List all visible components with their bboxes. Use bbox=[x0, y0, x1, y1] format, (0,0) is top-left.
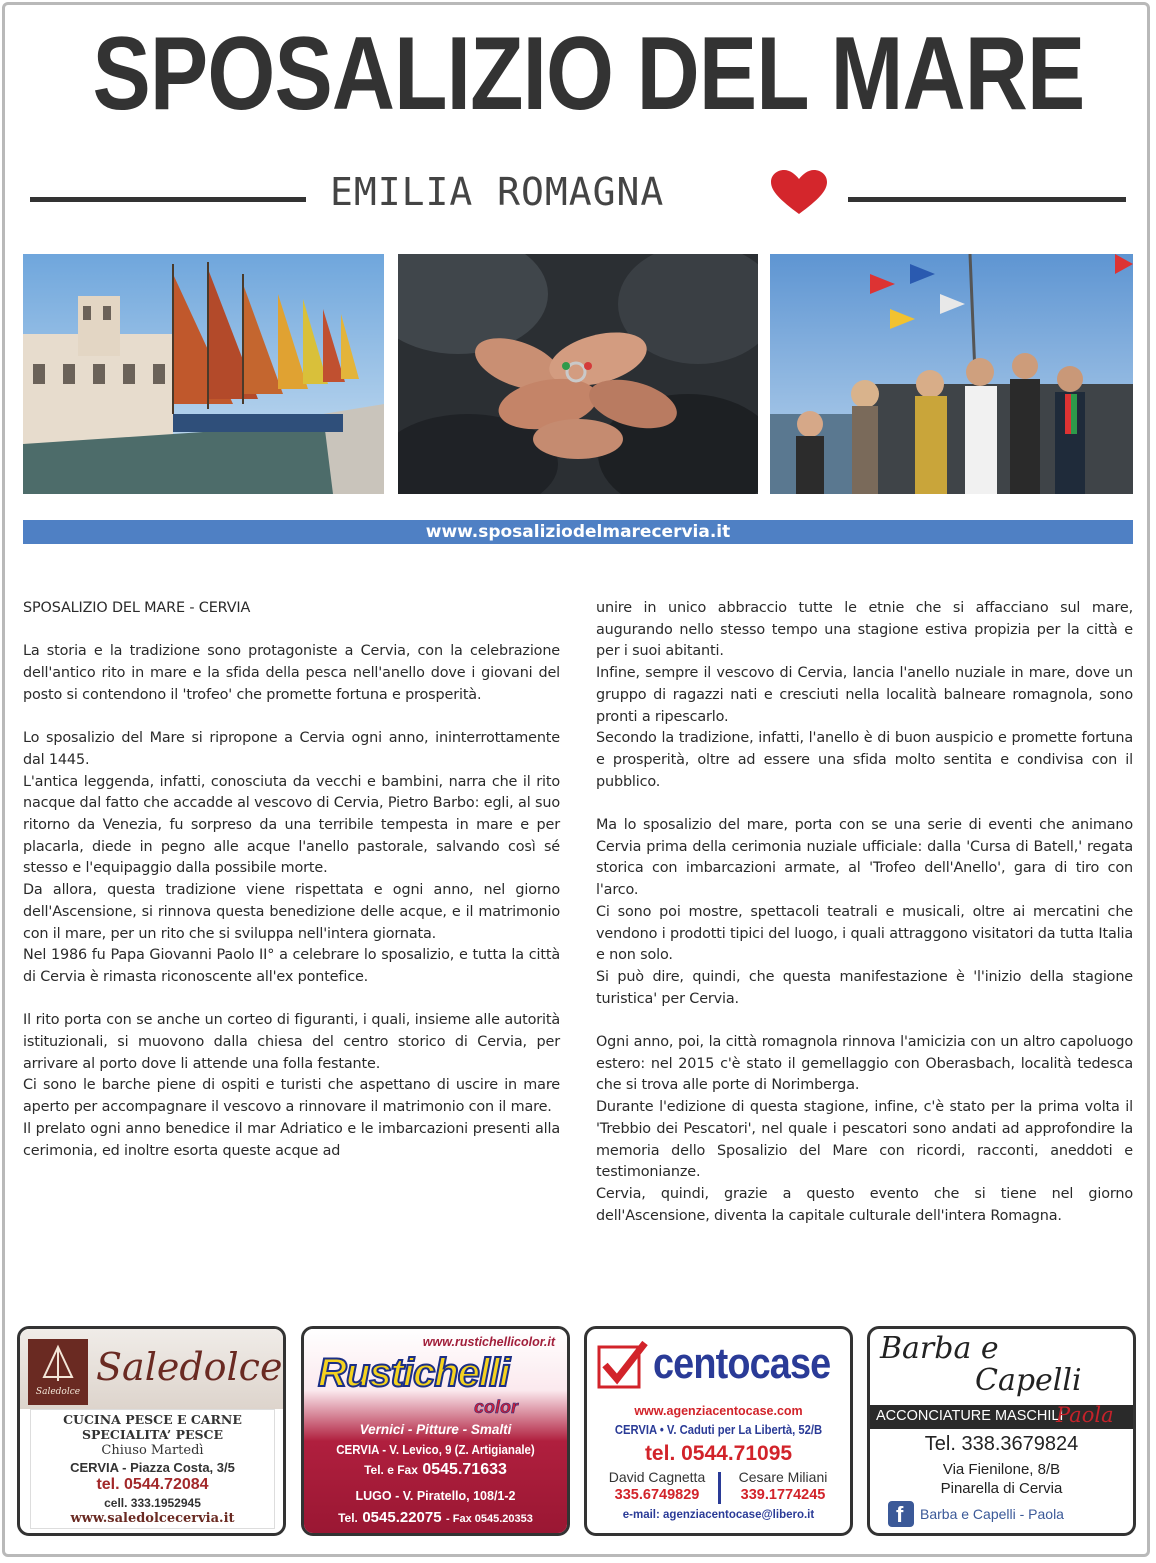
website-link[interactable]: www.sposaliziodelmarecervia.it bbox=[23, 520, 1133, 544]
ad-saledolce[interactable] bbox=[17, 1326, 286, 1536]
saledolce-cell: cell. 333.1952945 bbox=[104, 1496, 201, 1510]
paragraph-gap bbox=[23, 989, 560, 1011]
barba-service-bar bbox=[870, 1405, 1133, 1429]
rustichelli-brand-sub: color bbox=[474, 1397, 519, 1417]
centocase-agent1-phone: 335.6749829 bbox=[614, 1487, 700, 1503]
rustichelli-phone2: 0545.22075 bbox=[362, 1509, 442, 1526]
article-paragraph: Cervia, quindi, grazie a questo evento che si tiene nel giorno dell'Ascensione, diventa la capitale culturale dell'intera Romagna. bbox=[596, 1185, 1133, 1224]
rustichelli-tagline: Vernici - Pitture - Smalti bbox=[359, 1422, 512, 1437]
rustichelli-phone1-row bbox=[304, 1461, 567, 1479]
centocase-divider bbox=[718, 1472, 721, 1504]
rustichelli-phone1: 0545.71633 bbox=[422, 1461, 507, 1478]
article-paragraph: Si può dire, quindi, che questa manifestazione è 'l'inizio della stagione turistica' per Cervia. bbox=[596, 968, 1133, 1007]
centocase-email[interactable]: e-mail: agenziacentocase@libero.it bbox=[622, 1509, 815, 1521]
article-paragraph: Lo sposalizio del Mare si ripropone a Cervia ogni anno, ininterrottamente dal 1445. bbox=[23, 730, 560, 768]
barba-service: ACCONCIATURE MASCHILI bbox=[876, 1408, 1064, 1424]
ad-barba-capelli[interactable] bbox=[867, 1326, 1136, 1536]
article-paragraph: La storia e la tradizione sono protagoniste a Cervia, con la celebrazione dell'antico rito in mare e la sfida della pesca nell'anello dove i giovani del posto si contendono il 'trofeo' che promette fortuna e prosperità. bbox=[23, 643, 560, 703]
paragraph-gap bbox=[23, 707, 560, 729]
barba-brand-line2: Capelli bbox=[975, 1363, 1082, 1398]
article-paragraph: L'antica leggenda, infatti, conosciuta da vecchi e bambini, narra che il rito nacque dal fatto che accadde al vescovo di Cervia, Pietro Barbo: egli, al suo ritorno da Venezia, fu sorpreso da una terribile tempesta in mare e per placarla, diede in pegno alle acque l'anello pastorale, salvando così sé stesso e l'equipaggio dalla possibile morte. bbox=[23, 773, 560, 877]
article-paragraph: Ci sono poi mostre, spettacoli teatrali e musicali, oltre ai mercatini che vendono i prodotti tipici del luogo, i quali attraggono visitatori da tutta Italia e non solo. bbox=[596, 903, 1133, 964]
page-subtitle: EMILIA ROMAGNA bbox=[330, 170, 665, 214]
hands-holding-ring-photo bbox=[398, 254, 758, 494]
article-heading: SPOSALIZIO DEL MARE - CERVIA bbox=[23, 600, 251, 616]
article-paragraph: Da allora, questa tradizione viene rispettata e ogni anno, nel giorno dell'Ascensione, si rinnova questa benedizione delle acque, e il matrimonio con il mare, per un rito che si sviluppa nell'intera giornata. bbox=[23, 882, 560, 942]
checkmark-icon bbox=[597, 1339, 649, 1389]
centocase-phone: tel. 0544.71095 bbox=[644, 1442, 793, 1465]
saledolce-logo-caption: Saledolce bbox=[35, 1387, 81, 1397]
article-column-left bbox=[23, 598, 560, 1162]
article-paragraph: Ogni anno, poi, la città romagnola rinnova l'amicizia con un altro capoluogo estero: nel 2015 c'è stato il gemellaggio con Oberasbach, località tedesca che si trova alle porte di Norimberga. bbox=[596, 1034, 1133, 1094]
rustichelli-address1: CERVIA - V. Levico, 9 (Z. Artigianale) bbox=[336, 1443, 535, 1457]
subtitle-row bbox=[30, 170, 1126, 214]
rustichelli-brand: Rustichelli bbox=[318, 1351, 510, 1395]
barba-address2: Pinarella di Cervia bbox=[940, 1480, 1063, 1497]
paragraph-gap bbox=[23, 620, 560, 642]
barba-owner: Paola bbox=[1056, 1403, 1114, 1427]
saledolce-line1: CUCINA PESCE E CARNE bbox=[63, 1412, 242, 1427]
rustichelli-address2: LUGO - V. Piratello, 108/1-2 bbox=[355, 1489, 516, 1503]
article-paragraph: Ma lo sposalizio del mare, porta con se una serie di eventi che animano Cervia prima della cerimonia nuziale ufficiale: dalla 'Cursa di Batell,' regata storica con imbarcazioni armate, al 'Trofeo dell'Anello', gara di tiro con l'arco. bbox=[596, 817, 1133, 899]
subtitle-rule-left bbox=[30, 197, 306, 202]
rustichelli-phone2-row bbox=[304, 1509, 567, 1527]
paragraph-gap bbox=[596, 1010, 1133, 1032]
cervia-harbor-sailboats-photo bbox=[23, 254, 384, 494]
saledolce-closed: Chiuso Martedì bbox=[101, 1443, 204, 1458]
article-paragraph: Il rito porta con se anche un corteo di figuranti, i quali, insieme alle autorità istituzionali, si muovono dalla chiesa del centro storico di Cervia, per arrivare al porto dove li attende una folla festante. bbox=[23, 1012, 560, 1072]
barba-facebook-link[interactable]: Barba e Capelli - Paola bbox=[920, 1506, 1064, 1522]
saledolce-logo-icon bbox=[28, 1339, 88, 1405]
facebook-icon[interactable]: f bbox=[888, 1501, 914, 1527]
barba-address1: Via Fienilone, 8/B bbox=[942, 1461, 1061, 1478]
rustichelli-fax2: - Fax 0545.20353 bbox=[446, 1513, 533, 1525]
article-column-right bbox=[596, 598, 1133, 1227]
ad-centocase[interactable] bbox=[584, 1326, 853, 1536]
centocase-agent1-name: David Cagnetta bbox=[608, 1469, 706, 1485]
saledolce-phone: tel. 0544.72084 bbox=[96, 1476, 209, 1493]
barba-brand-line1: Barba e bbox=[880, 1331, 999, 1366]
subtitle-rule-right bbox=[848, 197, 1126, 202]
ceremony-boat-photo bbox=[770, 254, 1133, 494]
article-paragraph: Secondo la tradizione, infatti, l'anello è di buon auspicio e promette fortuna e prosperità, oltre ad essere una sfida molto sentita e condivisa con il pubblico. bbox=[596, 730, 1133, 790]
page-title: SPOSALIZIO DEL MARE bbox=[92, 16, 1085, 132]
rustichelli-phone2-label: Tel. bbox=[338, 1511, 358, 1525]
saledolce-brand: Saledolce bbox=[96, 1345, 283, 1389]
article-paragraph: Infine, sempre il vescovo di Cervia, lancia l'anello nuziale in mare, dove un gruppo di ragazzi nati e cresciuti nella località balneare romagnola, sono pronti a ripescarlo. bbox=[596, 665, 1133, 725]
rustichelli-web-link[interactable]: www.rustichellicolor.it bbox=[422, 1335, 555, 1349]
saledolce-line2: SPECIALITA’ PESCE bbox=[81, 1427, 224, 1442]
centocase-web-link[interactable]: www.agenziacentocase.com bbox=[634, 1404, 803, 1418]
heart-icon bbox=[770, 170, 828, 216]
barba-phone: Tel. 338.3679824 bbox=[924, 1433, 1079, 1455]
article-paragraph: Nel 1986 fu Papa Giovanni Paolo II° a celebrare lo sposalizio, e tutta la città di Cervia è rimasta riconoscente all'ex pontefice. bbox=[23, 947, 560, 985]
ad-saledolce-info bbox=[30, 1409, 275, 1529]
paragraph-gap bbox=[596, 793, 1133, 815]
centocase-agent2-phone: 339.1774245 bbox=[740, 1487, 826, 1503]
rustichelli-phone1-label: Tel. e Fax bbox=[364, 1463, 418, 1477]
centocase-address: CERVIA • V. Caduti per La Libertà, 52/B bbox=[614, 1423, 823, 1437]
ad-rustichelli[interactable] bbox=[301, 1326, 570, 1536]
saledolce-address: CERVIA - Piazza Costa, 3/5 bbox=[70, 1460, 235, 1475]
saledolce-web-link[interactable]: www.saledolcecervia.it bbox=[70, 1511, 235, 1526]
centocase-brand: centocase bbox=[653, 1339, 831, 1388]
article-paragraph: Ci sono le barche piene di ospiti e turisti che aspettano di uscire in mare aperto per accompagnare il vescovo a rinnovare il matrimonio con il mare. bbox=[23, 1077, 560, 1116]
article-paragraph: Il prelato ogni anno benedice il mar Adriatico e le imbarcazioni presenti alla cerimonia, ed inoltre esorta queste acque ad bbox=[23, 1120, 560, 1159]
centocase-agent2-name: Cesare Miliani bbox=[738, 1469, 828, 1485]
article-paragraph: Durante l'edizione di questa stagione, infine, c'è stato per la prima volta il 'Trebbio dei Pescatori', nel quale i pescatori sono andati ad approfondire la memoria dello Sposalizio del Mare con ricordi, racconti, aneddoti e testimonianze. bbox=[596, 1099, 1133, 1181]
article-paragraph: unire in unico abbraccio tutte le etnie che si affacciano sul mare, augurando nello stesso tempo una stagione estiva propizia per la città e per i suoi abitanti. bbox=[596, 600, 1133, 660]
